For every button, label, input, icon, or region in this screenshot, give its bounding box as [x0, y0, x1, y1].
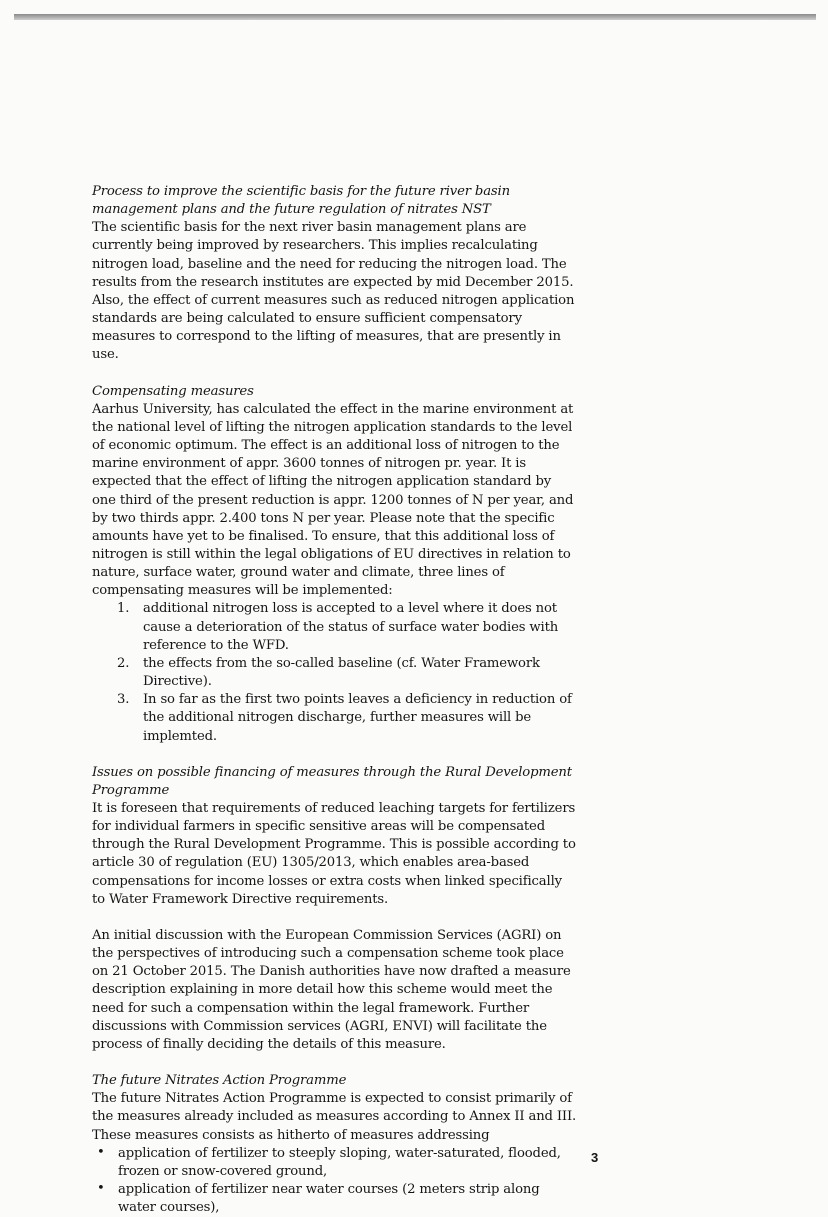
list-item — [92, 655, 578, 691]
bullet-marker: • — [97, 1180, 105, 1196]
section-heading-compensating: Compensating measures — [92, 383, 254, 399]
paragraph-compensating: Aarhus University, has calculated the effect in the marine environment at the national level of lifting the nitrogen application standards to the level of economic optimum. The effect is an additional loss of nitrogen to the marine environment of appr. 3600 tonnes of nitrogen pr. year. It is expected that the effect of lifting the nitrogen application standard by one third of the present reduction is appr. 1200 tonnes of N per year, and by two thirds appr. 2.400 tons N per year. Please note that the specific amounts have yet to be finalised. To ensure, that this additional loss of nitrogen is still within the legal obligations of EU directives in relation to nature, surface water, ground water and climate, three lines of compensating measures will be implemented: — [92, 401, 574, 599]
scan-edge-bar — [14, 14, 816, 20]
list-item — [92, 1181, 578, 1217]
list-item-text: application of fertilizer near water courses (2 meters strip along water courses), — [118, 1181, 540, 1216]
paragraph-financing-1: It is foreseen that requirements of reduced leaching targets for fertilizers for individual farmers in specific sensitive areas will be compensated through the Rural Development Programme. This is possible according to article 30 of regulation (EU) 1305/2013, which enables area-based compensations for income losses or extra costs when linked specifically to Water Framework Directive requirements. — [92, 801, 576, 907]
section-heading-financing: Issues on possible financing of measures through the Rural Development Programme — [92, 764, 572, 798]
section-heading-nitrates: The future Nitrates Action Programme — [92, 1073, 347, 1089]
paragraph-financing-2: An initial discussion with the European Commission Services (AGRI) on the perspectives of introducing such a compensation scheme took place on 21 October 2015. The Danish authorities have now drafted a measure description explaining in more detail how this scheme would meet the need for such a compensation within the legal framework. Further discussions with Commission services (AGRI, ENVI) will facilitate the process of finally deciding the details of this measure. — [92, 927, 571, 1052]
list-item-text: the effects from the so-called baseline (cf. Water Framework Directive). — [143, 655, 540, 690]
list-item-text: additional nitrogen loss is accepted to a level where it does not cause a deterioration of the status of surface water bodies with reference to the WFD. — [143, 601, 559, 653]
compensating-measures-list — [92, 600, 578, 745]
list-item — [92, 1145, 578, 1181]
paragraph-process: The scientific basis for the next river basin management plans are currently being improved by researchers. This implies recalculating nitrogen load, baseline and the need for reducing the nitrogen load. The results from the research institutes are expected by mid December 2015. Also, the effect of current measures such as reduced nitrogen application standards are being calculated to ensure sufficient compensatory measures to correspond to the lifting of measures, that are presently in use. — [92, 220, 575, 363]
nitrates-measures-list — [92, 1145, 578, 1217]
section-heading-process: Process to improve the scientific basis for the future river basin management plans and the future regulation of nitrates NST — [92, 184, 510, 218]
list-item-text: In so far as the first two points leaves a deficiency in reduction of the additional nitrogen discharge, further measures will be implemted. — [143, 692, 572, 744]
document-body — [92, 183, 578, 1217]
list-marker: 2. — [117, 655, 130, 671]
list-item — [92, 691, 578, 745]
list-item-text: application of fertilizer to steeply sloping, water-saturated, flooded, frozen or snow-covered ground, — [118, 1145, 561, 1179]
list-item — [92, 600, 578, 654]
list-marker: 3. — [117, 692, 130, 708]
page-number: 3 — [591, 1150, 599, 1165]
bullet-marker: • — [97, 1144, 105, 1160]
paragraph-nitrates: The future Nitrates Action Programme is expected to consist primarily of the measures already included as measures according to Annex II and III. These measures consists as hitherto of measures addressing — [92, 1091, 577, 1143]
list-marker: 1. — [117, 601, 130, 617]
